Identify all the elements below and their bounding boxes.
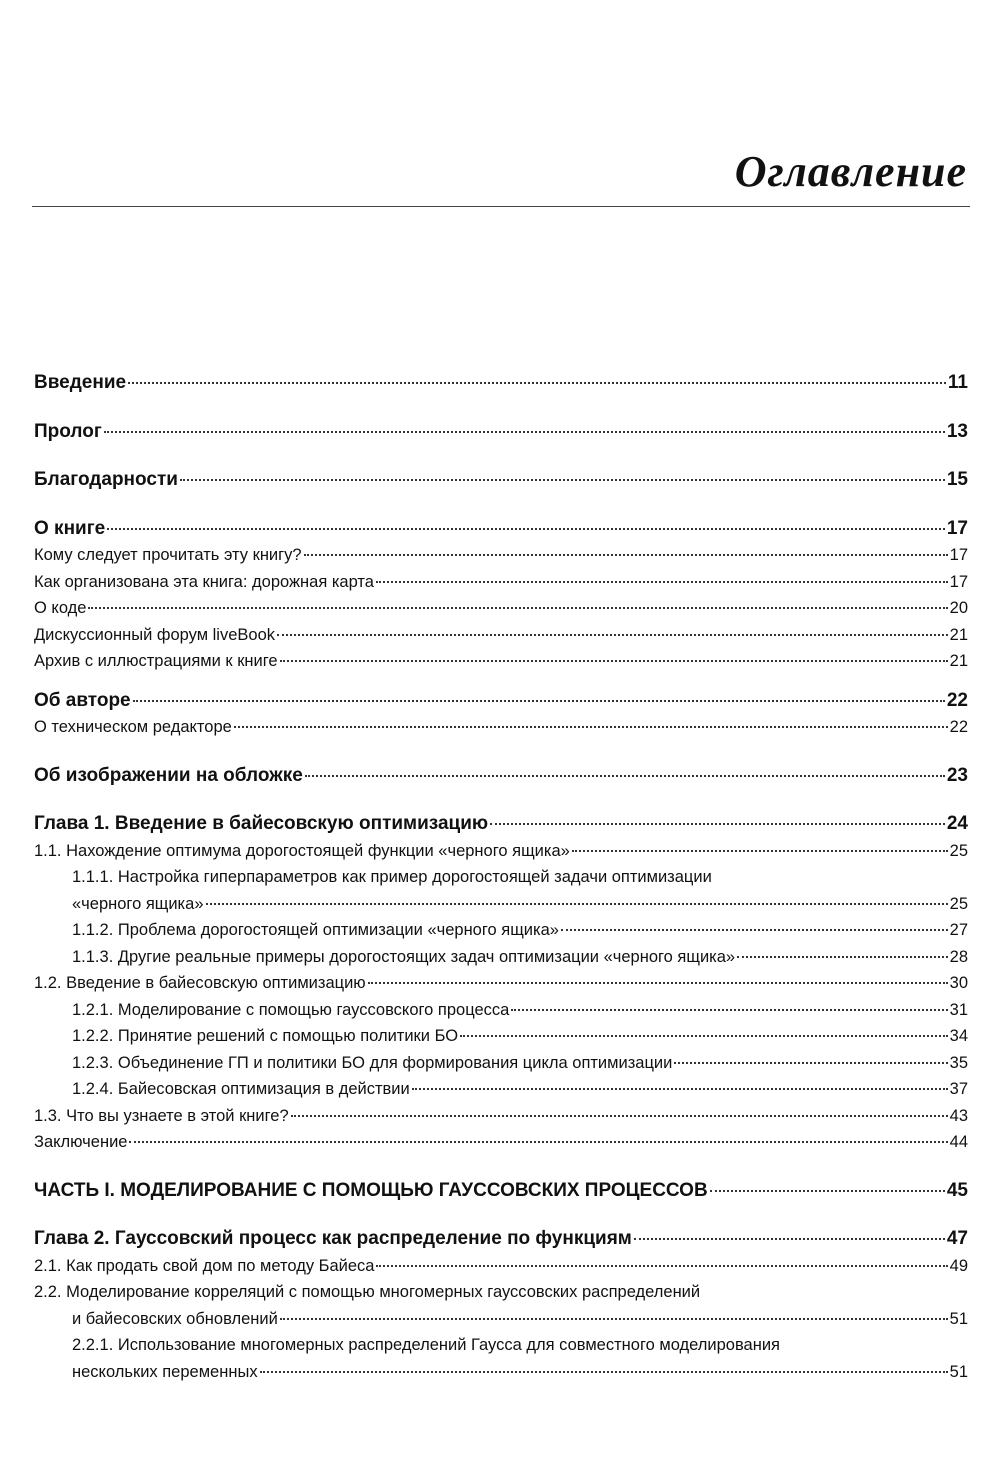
toc-entry-part-1[interactable]	[34, 1178, 968, 1205]
leader-dots	[206, 903, 948, 905]
toc-entry-page: 11	[947, 372, 968, 393]
toc-entry-prologue[interactable]	[34, 419, 968, 446]
toc-entry-page: 31	[949, 1000, 968, 1019]
toc-entry[interactable]	[34, 1129, 968, 1156]
leader-dots	[634, 1238, 945, 1240]
toc-entry[interactable]	[34, 569, 968, 596]
toc-entry[interactable]	[34, 1076, 968, 1103]
leader-dots	[291, 1115, 948, 1117]
leader-dots	[376, 1265, 947, 1267]
toc-entry-chapter-1[interactable]	[34, 811, 968, 838]
toc-entry-title: О книге	[34, 517, 106, 539]
leader-dots	[561, 929, 948, 931]
leader-dots	[305, 775, 945, 777]
leader-dots	[104, 431, 945, 433]
toc-entry-title: 1.2.3. Объединение ГП и политики БО для формирования цикла оптимизации	[72, 1053, 673, 1072]
toc-entry-title: 1.1.3. Другие реальные примеры дорогостоящих задач оптимизации «черного ящика»	[72, 947, 736, 966]
leader-dots	[460, 1035, 948, 1037]
leader-dots	[511, 1009, 947, 1011]
toc-entry[interactable]	[34, 864, 968, 891]
toc-entry-title: Заключение	[34, 1133, 128, 1151]
toc-entry-page: 49	[949, 1256, 968, 1275]
toc-entry-page: 27	[949, 921, 968, 939]
toc-entry-title-cont: нескольких переменных	[72, 1362, 258, 1381]
toc-entry-title-cont: и байесовских обновлений	[72, 1309, 278, 1328]
leader-dots	[128, 382, 946, 384]
toc-entry-title: Дискуссионный форум liveBook	[34, 625, 275, 644]
toc-entry-continuation[interactable]	[34, 891, 968, 918]
leader-dots	[260, 1371, 948, 1373]
title-rule	[32, 206, 970, 207]
leader-dots	[277, 634, 948, 636]
toc-entry-page: 28	[949, 947, 968, 966]
toc-entry-continuation[interactable]	[34, 1359, 968, 1386]
leader-dots	[737, 956, 948, 958]
leader-dots	[88, 607, 947, 609]
leader-dots	[412, 1088, 948, 1090]
toc-entry-title: Пролог	[34, 420, 102, 442]
toc-entry-title: 1.2.4. Байесовская оптимизация в действии	[72, 1080, 410, 1098]
leader-dots	[304, 554, 948, 556]
toc-entry-page: 34	[949, 1027, 968, 1045]
toc-entry-title: 1.1. Нахождение оптимума дорогостоящей функции «черного ящика»	[34, 841, 570, 860]
toc-entry[interactable]	[34, 838, 968, 865]
toc-entry-title: Об авторе	[34, 689, 131, 711]
toc-entry-page: 25	[949, 841, 968, 860]
toc-entry-page: 20	[949, 599, 968, 617]
toc-entry[interactable]	[34, 1050, 968, 1077]
toc-entry-title: 2.1. Как продать свой дом по методу Байеса	[34, 1256, 375, 1275]
toc-entry[interactable]	[34, 1279, 968, 1306]
toc-entry-title: О техническом редакторе	[34, 718, 232, 736]
toc-entry[interactable]	[34, 1332, 968, 1359]
leader-dots	[490, 823, 945, 825]
leader-dots	[280, 1318, 948, 1320]
toc-entry-title-cont: «черного ящика»	[72, 894, 204, 913]
toc-entry-about-author[interactable]	[34, 688, 968, 715]
toc-entry-page: 22	[949, 718, 968, 736]
toc-entry-page: 22	[946, 689, 968, 711]
toc-entry-title: 1.2. Введение в байесовскую оптимизацию	[34, 974, 366, 992]
toc-entry-page: 21	[949, 625, 968, 644]
toc-entry-page: 17	[946, 517, 968, 539]
toc-entry-title: 1.2.2. Принятие решений с помощью политики БО	[72, 1027, 459, 1045]
toc-entry[interactable]	[34, 595, 968, 622]
toc-entry-title: Благодарности	[34, 469, 178, 490]
toc-entry[interactable]	[34, 944, 968, 971]
toc-entry-chapter-2[interactable]	[34, 1226, 968, 1253]
toc-entry-title: Кому следует прочитать эту книгу?	[34, 546, 302, 564]
toc-entry[interactable]	[34, 714, 968, 741]
toc-entry[interactable]	[34, 917, 968, 944]
toc-entry-title: 1.1.1. Настройка гиперпараметров как пример дорогостоящей задачи оптимизации	[72, 868, 712, 886]
page-title: Оглавление	[734, 147, 967, 196]
table-of-contents	[34, 370, 968, 1385]
toc-entry-page: 21	[949, 652, 968, 670]
toc-entry-title: 2.2.1. Использование многомерных распределений Гаусса для совместного моделирования	[72, 1336, 780, 1354]
toc-entry-title: ЧАСТЬ I. МОДЕЛИРОВАНИЕ С ПОМОЩЬЮ ГАУССОВСКИХ ПРОЦЕССОВ	[34, 1179, 708, 1201]
leader-dots	[280, 660, 948, 662]
leader-dots	[368, 982, 948, 984]
toc-entry[interactable]	[34, 1253, 968, 1280]
toc-entry-title: Архив с иллюстрациями к книге	[34, 652, 278, 670]
leader-dots	[674, 1062, 947, 1064]
toc-entry-page: 37	[949, 1080, 968, 1098]
leader-dots	[133, 700, 945, 702]
toc-entry-page: 24	[946, 813, 968, 834]
toc-entry-page: 17	[949, 546, 968, 564]
toc-entry-title: Об изображении на обложке	[34, 764, 303, 786]
toc-entry-title: 1.3. Что вы узнаете в этой книге?	[34, 1106, 289, 1125]
toc-entry-page: 44	[949, 1133, 968, 1151]
toc-entry-acknowledgements[interactable]	[34, 467, 968, 494]
toc-entry-page: 30	[949, 974, 968, 992]
toc-entry-page: 23	[946, 764, 968, 786]
toc-entry-continuation[interactable]	[34, 1306, 968, 1333]
toc-entry-page: 25	[949, 894, 968, 913]
toc-entry-page: 43	[949, 1106, 968, 1125]
toc-entry[interactable]	[34, 997, 968, 1024]
toc-entry-title: Глава 1. Введение в байесовскую оптимизацию	[34, 813, 489, 834]
toc-entry-introduction[interactable]	[34, 370, 968, 397]
toc-entry-title: О коде	[34, 599, 87, 617]
leader-dots	[107, 528, 945, 530]
leader-dots	[710, 1190, 945, 1192]
toc-entry-title: 1.1.2. Проблема дорогостоящей оптимизации «черного ящика»	[72, 921, 559, 939]
toc-entry-title: 2.2. Моделирование корреляций с помощью многомерных гауссовских распределений	[34, 1283, 701, 1301]
toc-entry-title: Как организована эта книга: дорожная карта	[34, 572, 374, 591]
toc-entry-page: 47	[946, 1228, 968, 1249]
toc-entry[interactable]	[34, 648, 968, 675]
toc-entry[interactable]	[34, 622, 968, 649]
leader-dots	[376, 581, 948, 583]
toc-entry-title: Введение	[34, 372, 127, 393]
toc-entry[interactable]	[34, 1103, 968, 1130]
leader-dots	[234, 726, 948, 728]
toc-entry-page: 35	[949, 1053, 968, 1072]
toc-entry-page: 13	[946, 420, 968, 442]
toc-entry-title: Глава 2. Гауссовский процесс как распределение по функциям	[34, 1228, 632, 1249]
toc-entry-page: 45	[946, 1179, 968, 1201]
leader-dots	[572, 850, 948, 852]
toc-entry[interactable]	[34, 542, 968, 569]
toc-entry-page: 17	[949, 572, 968, 591]
toc-entry-page: 51	[949, 1362, 968, 1381]
leader-dots	[129, 1141, 947, 1143]
toc-entry-cover[interactable]	[34, 763, 968, 790]
toc-entry-title: 1.2.1. Моделирование с помощью гауссовского процесса	[72, 1000, 510, 1019]
toc-entry-page: 15	[946, 469, 968, 490]
leader-dots	[180, 479, 945, 481]
toc-entry-page: 51	[949, 1309, 968, 1328]
toc-entry[interactable]	[34, 1023, 968, 1050]
toc-entry[interactable]	[34, 970, 968, 997]
toc-entry-about-book[interactable]	[34, 516, 968, 543]
